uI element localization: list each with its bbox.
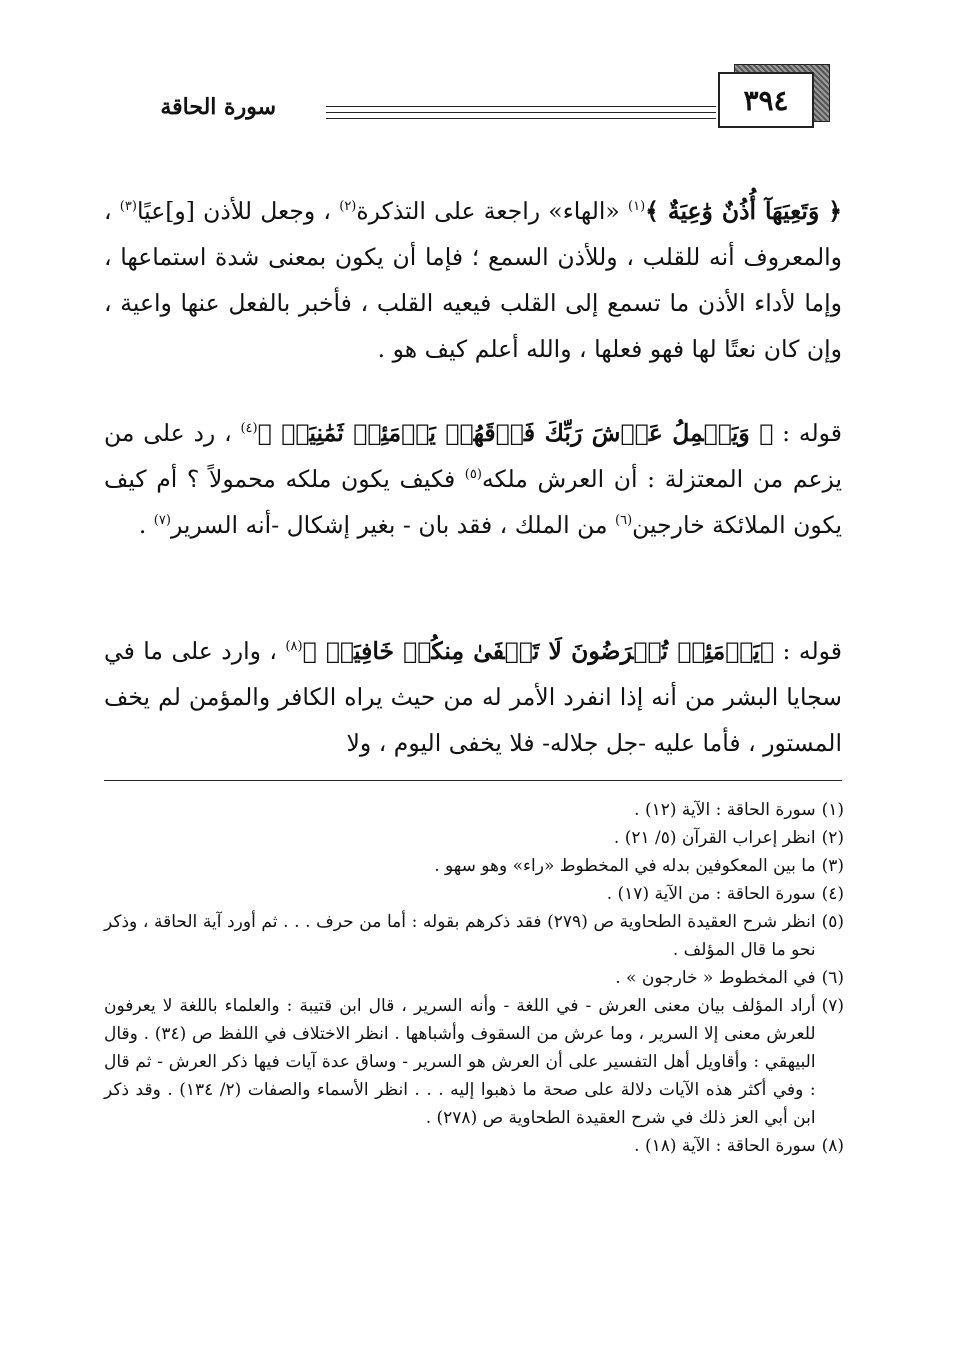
footnote bbox=[104, 796, 844, 824]
footnote-text: انظر إعراب القرآن (٥/ ٢١) . bbox=[613, 828, 816, 848]
quran-verse: ﴿ وَتَعِيَهَآ أُذُنٌ وَٰعِيَةٌ ﴾ bbox=[645, 197, 842, 225]
footnote-number: (٨) bbox=[821, 1136, 844, 1156]
paragraph-lead: قوله : bbox=[774, 637, 842, 665]
page-number: ٣٩٤ bbox=[718, 72, 814, 128]
paragraph-text: ، والمعروف أنه للقلب ، وللأذن السمع ؛ فإما أن يكون بمعنى شدة استماعها ، وإما لأداء الأذن ما تسمع إلى القلب فيعيه القلب ، فأخبر بالفعل عنها واعية ، وإن كان نعتًا لها فهو فعلها ، والله أعلم كيف هو . bbox=[104, 197, 842, 363]
footnote-text: ما بين المعكوفين بدله في المخطوط «راء» وهو سهو . bbox=[434, 856, 816, 876]
footnote-number: (٥) bbox=[821, 912, 844, 932]
header-rule bbox=[326, 118, 716, 119]
footnote-text: أراد المؤلف بيان معنى العرش - في اللغة - وأنه السرير ، قال ابن قتيبة : والعلماء باللغة لا يعرفون للعرش معنى إلا السرير ، وما عرش من السقوف وأشباهها . انظر الاختلاف في اللفظ ص (٣٤) . وقال البيهقي : وأقاويل أهل التفسير على أن العرش هو السرير - وساق عدة آيات فيها ذكر العرش - ثم قال : وفي أكثر هذه الآيات دلالة على صحة ما ذهبوا إليه . . . انظر الأسماء والصفات (٢/ ١٣٤) . وقد ذكر ابن أبي العز ذلك في شرح العقيدة الطحاوية ص (٢٧٨) . bbox=[104, 996, 816, 1128]
footnote-text: سورة الحاقة : الآية (١٨) . bbox=[634, 1136, 816, 1156]
header-rule bbox=[326, 106, 716, 107]
footnote bbox=[104, 964, 844, 992]
footnote-number: (٧) bbox=[821, 996, 844, 1016]
footnote-number: (٣) bbox=[821, 856, 844, 876]
footnote bbox=[104, 824, 844, 852]
footnote-separator bbox=[104, 780, 842, 781]
footnote-number: (٤) bbox=[821, 884, 844, 904]
footnote-ref: (٦) bbox=[615, 513, 633, 529]
running-header-title: سورة الحاقة bbox=[160, 94, 276, 120]
footnote-ref: (٤) bbox=[240, 421, 258, 437]
paragraph-text: فكيف يكون ملكه محمولاً ؟ أم كيف يكون الملائكة خارجين bbox=[104, 465, 842, 539]
footnote-number: (٦) bbox=[821, 968, 844, 988]
footnote-number: (٢) bbox=[821, 828, 844, 848]
footnote-number: (١) bbox=[821, 800, 844, 820]
paragraph-text: ، وارد على ما في سجايا البشر من أنه إذا انفرد الأمر له من حيث يراه الكافر والمؤمن لم يخف المستور ، فأما عليه -جل جلاله- فلا يخفى اليوم ، ولا bbox=[104, 637, 842, 757]
footnote-ref: (٢) bbox=[339, 199, 357, 215]
paragraph-text: ، وجعل للأذن [و]عيًا bbox=[136, 197, 340, 225]
paragraph-3 bbox=[104, 628, 842, 766]
paragraph-text: «الهاء» راجعة على التذكرة bbox=[356, 197, 629, 225]
footnote-text: سورة الحاقة : الآية (١٢) . bbox=[634, 800, 816, 820]
paragraph-lead: قوله : bbox=[773, 419, 842, 447]
paragraph-2 bbox=[104, 410, 842, 548]
paragraph-text: ، رد على من يزعم من المعتزلة : أن العرش ملكه bbox=[104, 419, 842, 493]
footnote-text: في المخطوط « خارجون » . bbox=[615, 968, 816, 988]
footnote bbox=[104, 880, 844, 908]
footnote bbox=[104, 852, 844, 880]
paragraph-text: . bbox=[138, 511, 154, 539]
footnote-ref: (٣) bbox=[119, 199, 137, 215]
header-rule bbox=[326, 112, 716, 113]
footnote-text: انظر شرح العقيدة الطحاوية ص (٢٧٩) فقد ذكرهم بقوله : أما من حرف . . . ثم أورد آية الحاقة ، وذكر نحو ما قال المؤلف . bbox=[104, 912, 816, 960]
quran-verse: ﴿ وَيَحۡمِلُ عَرۡشَ رَبِّكَ فَوۡقَهُمۡ يَوۡمَئِذٖ ثَمَٰنِيَةٞ ﴾ bbox=[257, 419, 774, 447]
quran-verse: ﴿يَوۡمَئِذٖ تُعۡرَضُونَ لَا تَخۡفَىٰ مِنكُمۡ خَافِيَةٞ ﴾ bbox=[302, 637, 775, 665]
footnote-text: سورة الحاقة : من الآية (١٧) . bbox=[606, 884, 816, 904]
footnote bbox=[104, 992, 844, 1132]
paragraph-1 bbox=[104, 188, 842, 372]
footnote-ref: (١) bbox=[628, 199, 646, 215]
footnote bbox=[104, 908, 844, 964]
footnote-ref: (٧) bbox=[153, 513, 171, 529]
paragraph-text: من الملك ، فقد بان - بغير إشكال -أنه السرير bbox=[170, 511, 616, 539]
footnote-ref: (٨) bbox=[285, 639, 303, 655]
footnotes bbox=[104, 796, 844, 1160]
footnote bbox=[104, 1132, 844, 1160]
footnote-ref: (٥) bbox=[464, 467, 482, 483]
